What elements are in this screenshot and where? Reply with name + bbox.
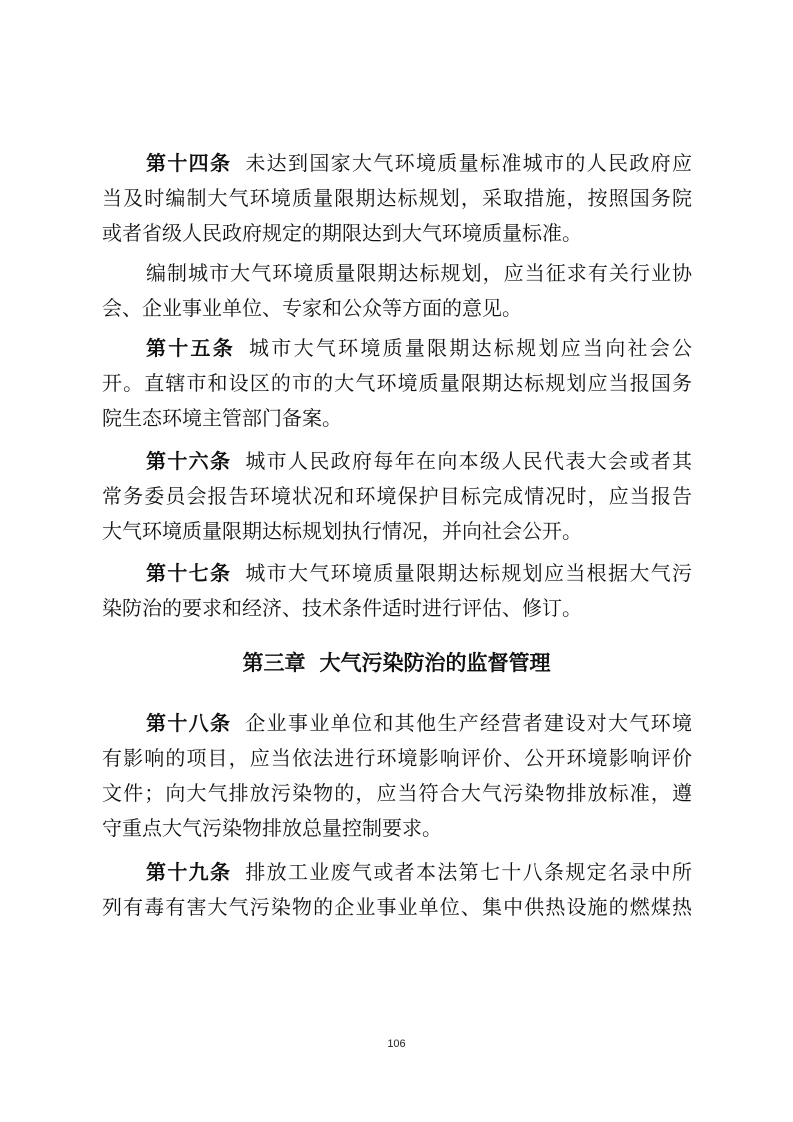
article-16: [102, 444, 692, 549]
article-17-line-2: 染防治的要求和经济、技术条件适时进行评估、修订。: [102, 596, 582, 620]
page-number: 106: [387, 1038, 406, 1050]
article-19-line-2: 列有毒有害大气污染物的企业事业单位、集中供热设施的燃煤热: [102, 895, 692, 919]
article-16-label: 第十六条: [146, 449, 232, 473]
article-16-line-3: 大气环境质量限期达标规划执行情况，并向社会公开。: [102, 519, 582, 543]
article-16-line-1: 第十六条 城市人民政府每年在向本级人民代表大会或者其: [146, 449, 693, 473]
chapter-number: 第三章: [242, 651, 306, 675]
article-14-line-2: 当及时编制大气环境质量限期达标规划，采取措施，按照国务院: [102, 186, 692, 210]
chapter-heading: [0, 648, 793, 678]
article-14-para2-line-1: 编制城市大气环境质量限期达标规划，应当征求有关行业协: [146, 261, 692, 285]
article-14-line-1: 第十四条 未达到国家大气环境质量标准城市的人民政府应: [146, 151, 693, 175]
article-15-line-3: 院生态环境主管部门备案。: [102, 406, 342, 430]
article-14-para2-line-2: 会、企业事业单位、专家和公众等方面的意见。: [102, 296, 522, 320]
article-18-label: 第十八条: [146, 711, 232, 735]
article-19-line-1: 第十九条 排放工业废气或者本法第七十八条规定名录中所: [146, 860, 693, 884]
article-19: [102, 855, 692, 925]
article-19-label: 第十九条: [146, 860, 232, 884]
article-18-line-4: 守重点大气污染物排放总量控制要求。: [102, 816, 442, 840]
article-15-label: 第十五条: [146, 336, 236, 360]
article-18-line-3: 文件；向大气排放污染物的，应当符合大气污染物排放标准，遵: [102, 781, 692, 805]
article-14-line-3: 或者省级人民政府规定的期限达到大气环境质量标准。: [102, 221, 582, 245]
article-17: [102, 556, 692, 626]
article-17-line-1: 第十七条 城市大气环境质量限期达标规划应当根据大气污: [146, 561, 693, 585]
article-17-label: 第十七条: [146, 561, 232, 585]
article-16-line-2: 常务委员会报告环境状况和环境保护目标完成情况时，应当报告: [102, 484, 692, 508]
article-18-line-2: 有影响的项目，应当依法进行环境影响评价、公开环境影响评价: [102, 746, 692, 770]
article-18-line-1: 第十八条 企业事业单位和其他生产经营者建设对大气环境: [146, 711, 693, 735]
article-15: [102, 331, 692, 436]
article-18: [102, 706, 692, 846]
article-14-paragraph-2: [102, 256, 692, 326]
article-15-line-1: 第十五条 城市大气环境质量限期达标规划应当向社会公: [146, 336, 693, 360]
article-15-line-2: 开。直辖市和设区的市的大气环境质量限期达标规划应当报国务: [102, 371, 692, 395]
article-14-label: 第十四条: [146, 151, 232, 175]
article-14: [102, 146, 692, 251]
chapter-title: 大气污染防治的监督管理: [319, 651, 551, 675]
